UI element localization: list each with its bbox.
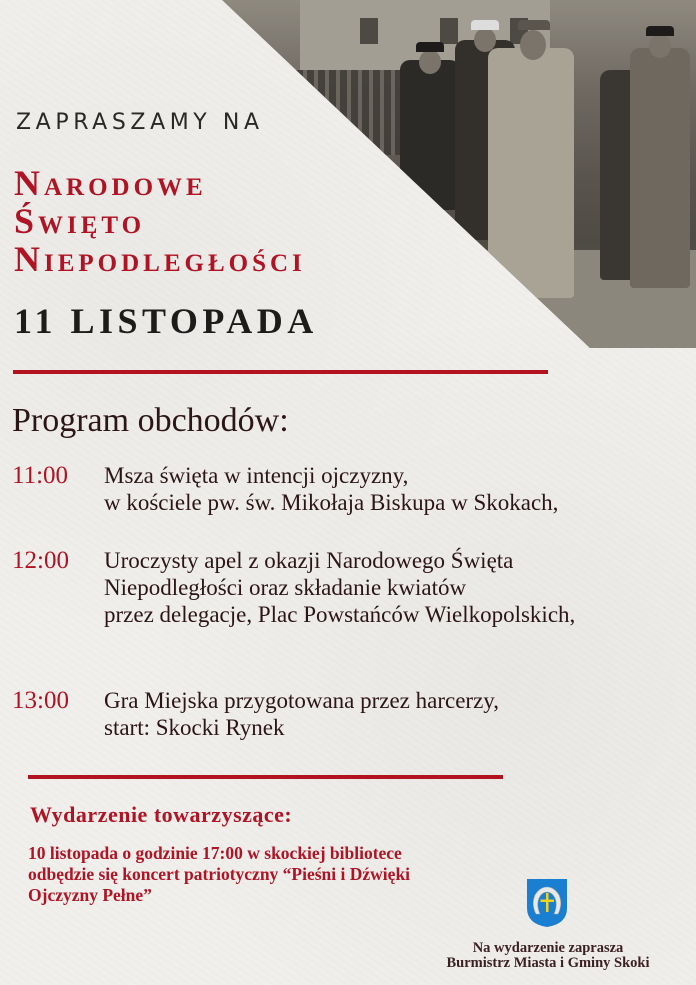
- side-event-text: [28, 843, 410, 906]
- program-title: Program obchodów:: [12, 402, 289, 439]
- divider-top: [13, 370, 548, 374]
- invitation-footer: [400, 941, 696, 971]
- side-event-line: odbędzie się koncert patriotyczny “Pieśni i Dźwięki: [28, 864, 411, 884]
- program-line: Niepodległości oraz składanie kwiatów: [104, 575, 467, 600]
- program-line: przez delegacje, Plac Powstańców Wielkopolskich,: [104, 602, 576, 627]
- title-line-3: Niepodległości: [14, 239, 306, 279]
- side-event-heading: Wydarzenie towarzyszące:: [30, 802, 293, 827]
- photo-figure: [630, 48, 690, 288]
- title-line-2: Święto: [14, 201, 146, 241]
- divider-bottom: [28, 775, 503, 779]
- program-description: [104, 462, 558, 516]
- invite-line: Na wydarzenie zaprasza: [472, 940, 624, 956]
- program-line: w kościele pw. św. Mikołaja Biskupa w Skokach,: [104, 490, 559, 515]
- title-line-1: Narodowe: [14, 163, 207, 203]
- program-line: Uroczysty apel z okazji Narodowego Święta: [104, 548, 514, 573]
- photo-main-figure: [488, 48, 574, 298]
- event-date: 11 LISTOPADA: [14, 301, 318, 341]
- invite-line: Burmistrz Miasta i Gminy Skoki: [446, 955, 650, 971]
- program-description: [104, 687, 499, 741]
- program-time: 13:00: [12, 687, 69, 714]
- photo-window: [360, 18, 378, 44]
- photo-figure: [400, 60, 460, 210]
- program-description: [104, 547, 575, 628]
- program-line: Gra Miejska przygotowana przez harcerzy,: [104, 688, 500, 713]
- program-line: Msza święta w intencji ojczyzny,: [104, 463, 409, 488]
- intro-text: ZAPRASZAMY NA: [16, 110, 264, 135]
- program-time: 12:00: [12, 547, 69, 574]
- photo-window: [440, 18, 458, 44]
- side-event-line: Ojczyzny Pełne”: [28, 885, 152, 905]
- side-event-line: 10 listopada o godzinie 17:00 w skockiej bibliotece: [28, 843, 402, 863]
- program-time: 11:00: [12, 462, 69, 489]
- program-line: start: Skocki Rynek: [104, 715, 285, 740]
- skoki-coat-of-arms-icon: [526, 878, 568, 928]
